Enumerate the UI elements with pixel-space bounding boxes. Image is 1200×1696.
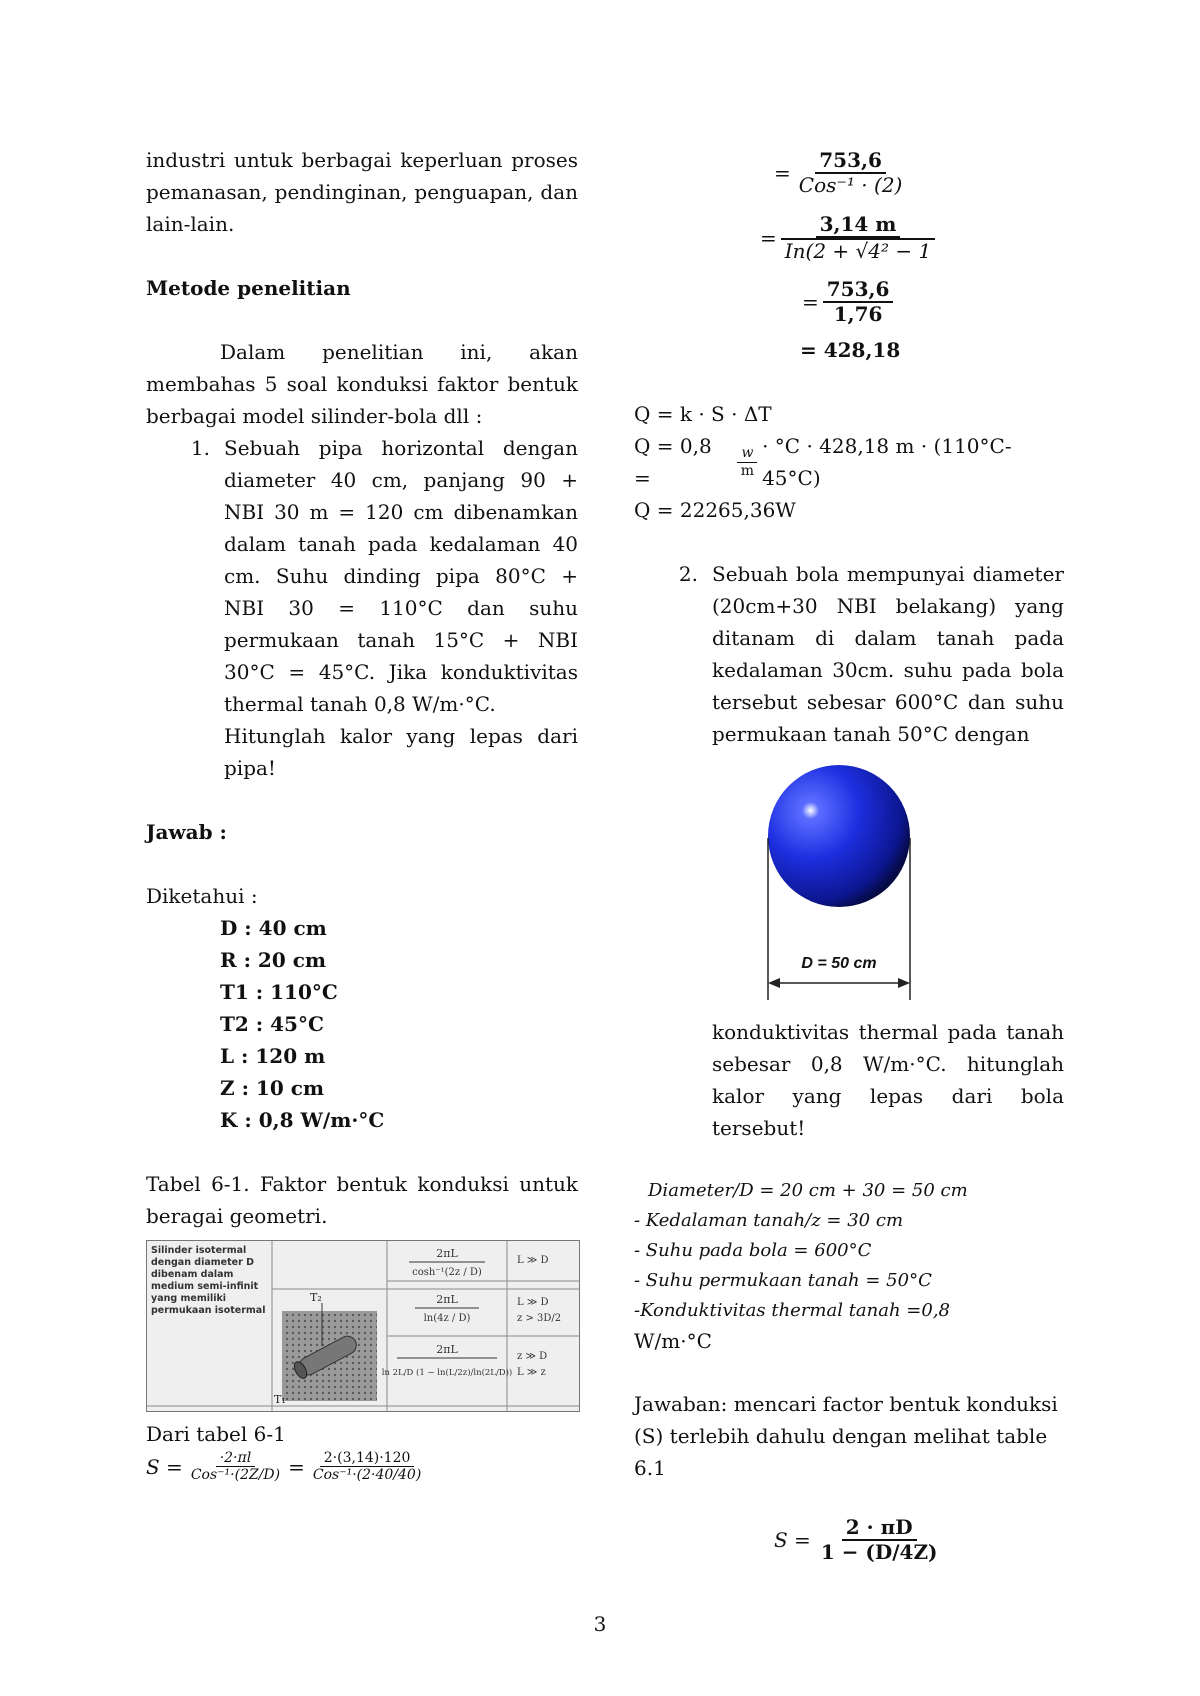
table-condition-3a: z ≫ D	[517, 1351, 548, 1362]
shape-factor-equation-1	[146, 1450, 578, 1483]
heat-unit-den: m	[740, 462, 755, 479]
calc-fraction-2	[781, 213, 935, 263]
calc-eq-sign: =	[802, 290, 819, 314]
heat-result: Q = 22265,36W	[634, 498, 796, 522]
table-caption: Tabel 6-1. Faktor bentuk konduksi untuk beragai geometri.	[146, 1172, 578, 1228]
table-formula-3-num: 2πL	[436, 1343, 458, 1356]
calc-fraction-3	[823, 278, 894, 326]
question-1-number: 1.	[190, 436, 210, 460]
table-formula-1-den: cosh⁻¹(2z / D)	[412, 1267, 482, 1278]
heat-unit-fraction	[737, 445, 758, 478]
s2-numerator: 2 · πD	[842, 1516, 917, 1541]
table-condition-1: L ≫ D	[517, 1255, 549, 1266]
calc-eq-sign: =	[760, 226, 777, 250]
table-t1-label: T₁	[274, 1393, 286, 1406]
calc-eq-sign: =	[774, 161, 791, 185]
s-fraction-2-numerator: 2·(3,14)·120	[320, 1450, 415, 1467]
heat-substitution-lhs: Q = 0,8 =	[634, 434, 712, 490]
known-item: T1 : 110°C	[220, 980, 338, 1004]
known-item: R : 20 cm	[220, 948, 327, 972]
calc-fraction-2-num: 3,14 m	[816, 213, 901, 238]
calc-fraction-3-den: 1,76	[833, 302, 883, 326]
s-fraction-1-denominator: Cos⁻¹·(2Z/D)	[190, 1467, 281, 1484]
known-item: K : 0,8 W/m·°C	[220, 1108, 385, 1132]
shape-factor-table-graphic	[147, 1241, 579, 1411]
calc-fraction-3-num: 753,6	[823, 278, 894, 303]
calc-fraction-1-num: 753,6	[815, 149, 886, 174]
method-heading: Metode penelitian	[146, 276, 351, 300]
calc-fraction-2-den: In(2 + √4² − 1	[781, 238, 935, 263]
given-item: - Suhu pada bola = 600°C	[634, 1240, 872, 1261]
known-item: T2 : 45°C	[220, 1012, 324, 1036]
calc-fraction-1	[795, 149, 907, 197]
table-condition-3b: L ≫ z	[517, 1367, 546, 1378]
given-item: - Kedalaman tanah/z = 30 cm	[634, 1210, 904, 1231]
s-fraction-1-numerator: ·2·πl	[216, 1450, 256, 1467]
s2-lhs: S =	[774, 1528, 811, 1552]
from-table-label: Dari tabel 6-1	[146, 1422, 286, 1446]
known-item: L : 120 m	[220, 1044, 326, 1068]
heat-formula: Q = k · S · ΔT	[634, 402, 772, 426]
known-label: Diketahui :	[146, 884, 258, 908]
page-number: 3	[593, 1612, 607, 1636]
heat-substitution-rhs: · °C · 428,18 m · (110°C-45°C)	[762, 434, 1012, 490]
calc-result: = 428,18	[800, 338, 901, 362]
calc-line-3	[634, 270, 1064, 334]
question-1-ask: Hitunglah kalor yang lepas dari pipa!	[224, 724, 578, 780]
given-list	[634, 1176, 1064, 1356]
given-unit: W/m·°C	[634, 1329, 712, 1353]
s2-denominator: 1 − (D/4Z)	[820, 1540, 938, 1564]
answer-heading: Jawab :	[146, 820, 227, 844]
s-fraction-1	[187, 1450, 284, 1483]
intro-paragraph: industri untuk berbagai keperluan proses pemanasan, pendinginan, penguapan, dan lain-lain.	[146, 148, 578, 236]
table-geometry-description: Silinder isotermal dengan diameter D dibenam dalam medium semi-infinit yang memiliki permukaan isotermal	[151, 1245, 266, 1316]
right-column	[634, 140, 1064, 1564]
sphere-diameter-label: D = 50 cm	[801, 955, 877, 972]
s-equals: =	[288, 1454, 305, 1479]
s-fraction-2	[309, 1450, 425, 1483]
question-1	[146, 432, 578, 784]
s2-fraction	[817, 1516, 942, 1564]
known-item: Z : 10 cm	[220, 1076, 325, 1100]
calc-fraction-1-den: Cos⁻¹ · (2)	[798, 173, 903, 197]
given-item: Diameter/D = 20 cm + 30 = 50 cm	[648, 1180, 968, 1201]
sphere-diagram	[634, 760, 1064, 1016]
sphere-shape-factor-equation	[634, 1516, 1064, 1564]
given-item: - Suhu permukaan tanah = 50°C	[634, 1270, 932, 1291]
known-item: D : 40 cm	[220, 916, 327, 940]
known-list	[146, 912, 578, 1136]
sphere-figure	[634, 760, 1064, 1016]
question-2-text: Sebuah bola mempunyai diameter (20cm+30 NBI belakang) yang ditanam di dalam tanah pada kedalaman 30cm. suhu pada bola tersebut sebesar 600°C dan suhu permukaan tanah 50°C dengan	[712, 562, 1064, 746]
shape-factor-table-image	[146, 1240, 580, 1412]
s-fraction-2-denominator: Cos⁻¹·(2·40/40)	[312, 1467, 422, 1484]
given-item: -Konduktivitas thermal tanah =0,8	[634, 1300, 951, 1321]
table-formula-1-num: 2πL	[436, 1247, 458, 1260]
question-2-continued: konduktivitas thermal pada tanah sebesar 0,8 W/m·°C. hitunglah kalor yang lepas dari bola tersebut!	[712, 1020, 1064, 1140]
calc-line-1	[634, 140, 1064, 206]
heat-unit-num: w	[737, 445, 757, 462]
answer-paragraph: Jawaban: mencari factor bentuk konduksi (S) terlebih dahulu dengan melihat table 6.1	[634, 1392, 1058, 1480]
table-condition-2b: z > 3D/2	[517, 1313, 562, 1324]
calc-line-2	[634, 206, 1064, 270]
question-1-text: Sebuah pipa horizontal dengan diameter 40 cm, panjang 90 + NBI 30 m = 120 cm dibenamkan dalam tanah pada kedalaman 40 cm. Suhu dinding pipa 80°C + NBI 30 = 110°C dan suhu permukaan tanah 15°C + NBI 30°C = 45°C. Jika konduktivitas thermal tanah 0,8 W/m·°C.	[224, 436, 578, 716]
table-t2-label: T₂	[310, 1291, 322, 1304]
sphere-ball	[768, 765, 910, 907]
table-formula-2-den: ln(4z / D)	[423, 1313, 471, 1324]
table-condition-2a: L ≫ D	[517, 1297, 549, 1308]
heat-substitution	[634, 430, 1064, 494]
left-column	[146, 144, 578, 1483]
method-paragraph: Dalam penelitian ini, akan membahas 5 soal konduksi faktor bentuk berbagai model silinder-bola dll :	[146, 340, 578, 428]
question-2	[634, 558, 1064, 750]
table-formula-2-num: 2πL	[436, 1293, 458, 1306]
s-lhs: S =	[146, 1454, 183, 1479]
question-2-number: 2.	[678, 562, 698, 586]
table-formula-3-den: ln 2L/D (1 − ln(L/2z)/ln(2L/D))	[381, 1368, 513, 1378]
